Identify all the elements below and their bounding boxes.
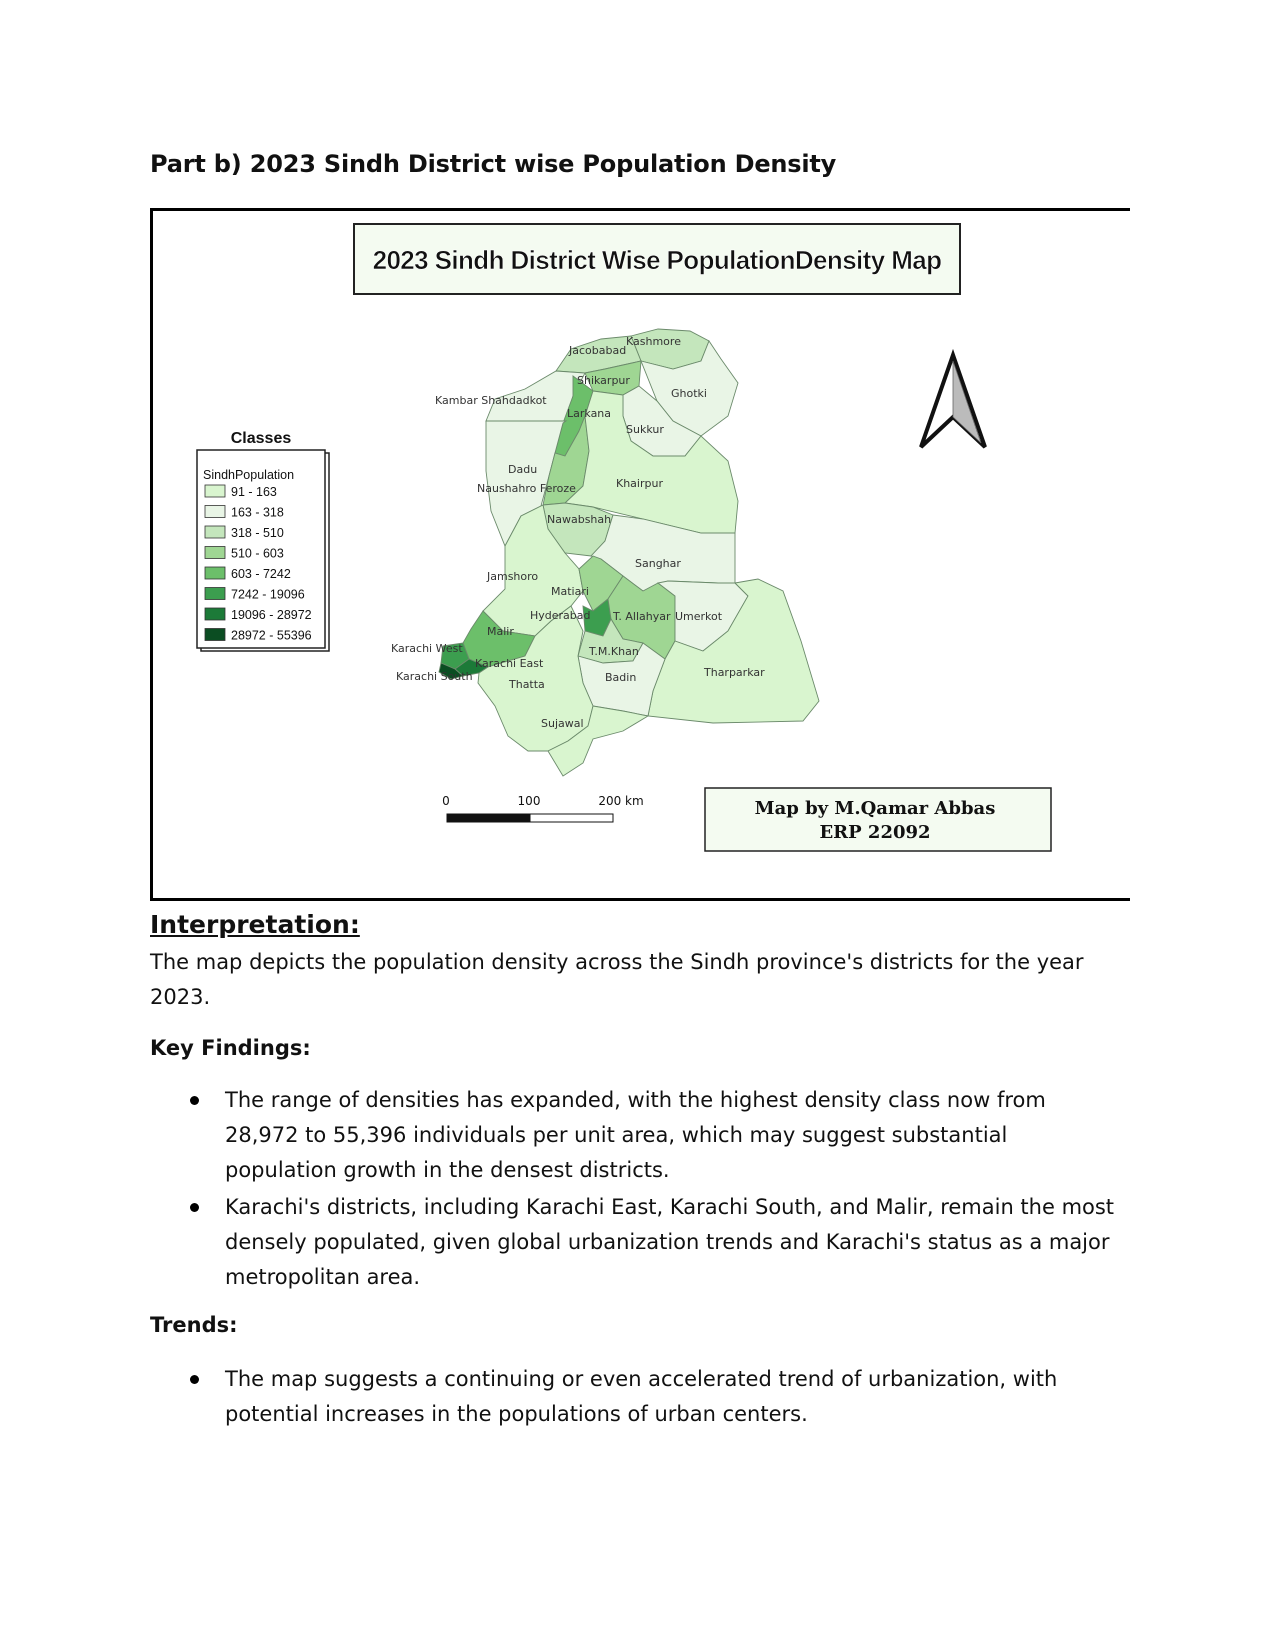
key-findings-heading: Key Findings:: [150, 1036, 311, 1060]
list-item: [150, 1362, 1115, 1432]
legend-label: 318 - 510: [231, 526, 284, 540]
scale-tick-100: 100: [517, 794, 541, 808]
label-sujawal: Sujawal: [541, 717, 584, 730]
legend-label: 163 - 318: [231, 505, 284, 520]
label-sanghar: Sanghar: [635, 557, 681, 570]
label-nawabshah: Nawabshah: [547, 513, 612, 526]
scale-bar: [442, 794, 644, 822]
label-karachi-west: Karachi West: [391, 642, 463, 655]
legend-swatch: [205, 567, 225, 579]
label-larkana: Larkana: [567, 407, 612, 420]
label-hyderabad: Hyderabad: [530, 609, 591, 622]
intro-paragraph: The map depicts the population density across the Sindh province's districts for the year 2023.: [150, 950, 1084, 1009]
bullet-icon: [190, 1096, 199, 1105]
legend-swatch: [205, 485, 225, 497]
legend-label: 510 - 603: [231, 546, 284, 561]
trends-heading: Trends:: [150, 1313, 238, 1337]
legend: [197, 430, 329, 651]
legend-label: 603 - 7242: [231, 567, 291, 581]
label-khairpur: Khairpur: [616, 477, 663, 490]
bullet-icon: [190, 1203, 199, 1212]
trends-list: [150, 1362, 1115, 1434]
list-item-text: The range of densities has expanded, with the highest density class now from 28,972 to 55,396 individuals per unit area, which may suggest substantial population growth in the densest districts.: [225, 1088, 1046, 1182]
legend-label: 28972 - 55396: [231, 628, 312, 643]
label-umerkot: Umerkot: [675, 610, 723, 623]
label-naushahro: Naushahro Feroze: [477, 482, 576, 495]
credit-line-2: ERP 22092: [819, 822, 931, 843]
legend-swatch: [205, 506, 225, 518]
label-sukkur: Sukkur: [626, 423, 664, 436]
legend-swatch: [205, 526, 225, 538]
label-tmkhan: T.M.Khan: [589, 645, 639, 658]
legend-label: 7242 - 19096: [231, 587, 305, 602]
label-dadu: Dadu: [508, 463, 538, 476]
legend-label: 19096 - 28972: [231, 608, 312, 622]
label-malir: Malir: [487, 625, 514, 638]
legend-swatch: [205, 588, 225, 600]
list-item: [150, 1190, 1115, 1295]
label-karachi-south: Karachi South: [396, 670, 473, 683]
page-heading: Part b) 2023 Sindh District wise Population Density: [150, 150, 837, 178]
list-item: [150, 1083, 1115, 1188]
map-title: 2023 Sindh District Wise PopulationDensity Map: [372, 245, 942, 275]
map-frame: [150, 208, 1130, 901]
scale-tick-200: 200 km: [598, 794, 644, 808]
label-kambar: Kambar Shahdadkot: [435, 394, 547, 407]
list-item-text: The map suggests a continuing or even accelerated trend of urbanization, with potential increases in the populations of urban centers.: [225, 1367, 1058, 1426]
label-ghotki: Ghotki: [671, 387, 707, 400]
label-matiari: Matiari: [551, 585, 589, 598]
label-karachi-east: Karachi East: [475, 657, 544, 670]
label-kashmore: Kashmore: [626, 335, 681, 348]
legend-title: Classes: [230, 430, 292, 447]
map-title-box: [354, 224, 960, 294]
legend-swatch: [205, 629, 225, 641]
legend-label: 91 - 163: [231, 485, 277, 499]
label-shikarpur: Shikarpur: [577, 374, 630, 387]
label-jamshoro: Jamshoro: [487, 570, 539, 583]
interpretation-title: Interpretation:: [150, 910, 360, 939]
label-thatta: Thatta: [509, 678, 545, 691]
label-jacobabad: Jacobabad: [569, 344, 627, 357]
scale-tick-0: 0: [442, 794, 450, 808]
legend-swatch: [205, 608, 225, 620]
list-item-text: Karachi's districts, including Karachi East, Karachi South, and Malir, remain the most densely populated, given global urbanization trends and Karachi's status as a major metropolitan area.: [225, 1195, 1115, 1289]
legend-layer-name: SindhPopulation: [203, 468, 295, 482]
key-findings-list: [150, 1083, 1115, 1297]
label-tharparkar: Tharparkar: [704, 666, 765, 679]
credit-box: [705, 788, 1051, 851]
north-arrow-icon: [921, 355, 985, 447]
bullet-icon: [190, 1375, 199, 1384]
label-tallahyar: T. Allahyar: [613, 610, 671, 623]
label-badin: Badin: [605, 671, 637, 684]
credit-line-1: Map by M.Qamar Abbas: [754, 798, 996, 819]
legend-swatch: [205, 547, 225, 559]
